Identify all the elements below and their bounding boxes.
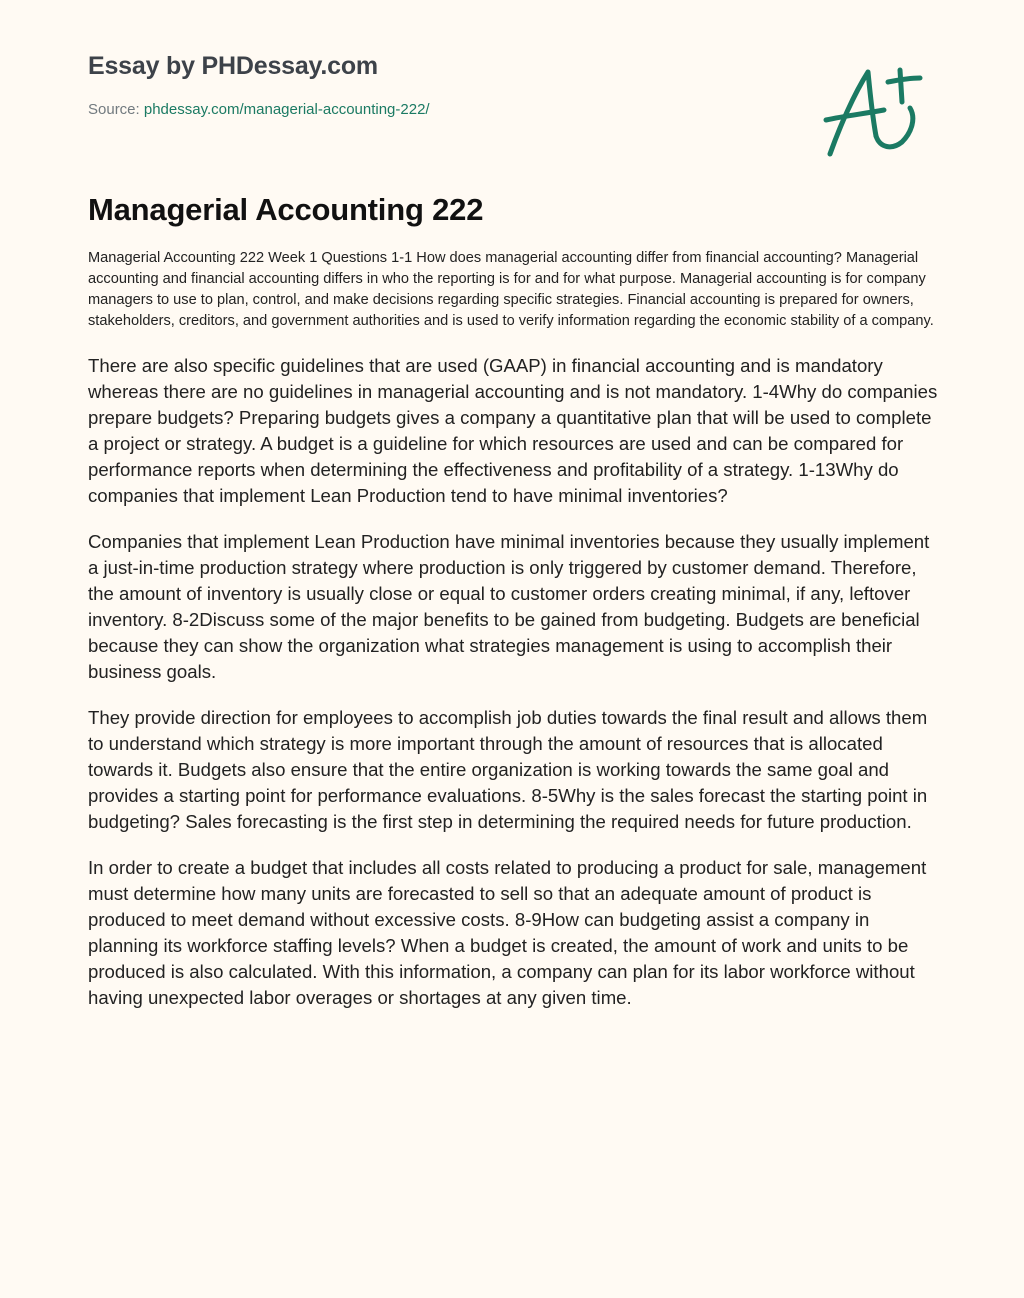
site-title: Essay by PHDessay.com — [88, 52, 378, 80]
essay-content — [88, 190, 944, 1031]
essay-paragraph: There are also specific guidelines that are used (GAAP) in financial accounting and is mandatory whereas there are no guidelines in managerial accounting and is not mandatory. 1-4Why do companies prepare budgets? Preparing budgets gives a company a quantitative plan that will be used to complete a project or strategy. A budget is a guideline for which resources are used and can be compared for performance reports when determining the effectiveness and profitability of a strategy. 1-13Why do companies that implement Lean Production tend to have minimal inventories? — [88, 355, 938, 506]
source-line — [88, 100, 788, 120]
page-header — [88, 48, 788, 120]
a-plus-grade-icon — [818, 62, 933, 162]
source-label: Source: — [88, 101, 140, 118]
essay-title: Managerial Accounting 222 — [88, 192, 484, 227]
source-link[interactable]: phdessay.com/managerial-accounting-222/ — [143, 101, 430, 118]
essay-paragraph: In order to create a budget that includes all costs related to producing a product for sale, management must determine how many units are forecasted to sell so that an adequate amount of product is produced to meet demand without excessive costs. 8-9How can budgeting assist a company in planning its workforce staffing levels? When a budget is created, the amount of work and units to be produced is also calculated. With this information, a company can plan for its labor workforce without having unexpected labor overages or shortages at any given time. — [88, 857, 927, 1008]
essay-paragraph: Companies that implement Lean Production have minimal inventories because they usually implement a just-in-time production strategy where production is only triggered by customer demand. Therefore, the amount of inventory is usually close or equal to customer orders creating minimal, if any, leftover inventory. 8-2Discuss some of the major benefits to be gained from budgeting. Budgets are beneficial because they can show the organization what strategies management is using to accomplish their business goals. — [88, 531, 930, 682]
essay-paragraph: They provide direction for employees to accomplish job duties towards the final result and allows them to understand which strategy is more important through the amount of resources that is allocated towards it. Budgets also ensure that the entire organization is working towards the same goal and provides a starting point for performance evaluations. 8-5Why is the sales forecast the starting point in budgeting? Sales forecasting is the first step in determining the required needs for future production. — [88, 707, 928, 832]
essay-intro: Managerial Accounting 222 Week 1 Questions 1-1 How does managerial accounting differ from financial accounting? Managerial accounting and financial accounting differs in who the reporting is for and for what purpose. Managerial accounting is for company managers to use to plan, control, and make decisions regarding specific strategies. Financial accounting is prepared for owners, stakeholders, creditors, and government authorities and is used to verify information regarding the economic stability of a company. — [88, 250, 934, 329]
